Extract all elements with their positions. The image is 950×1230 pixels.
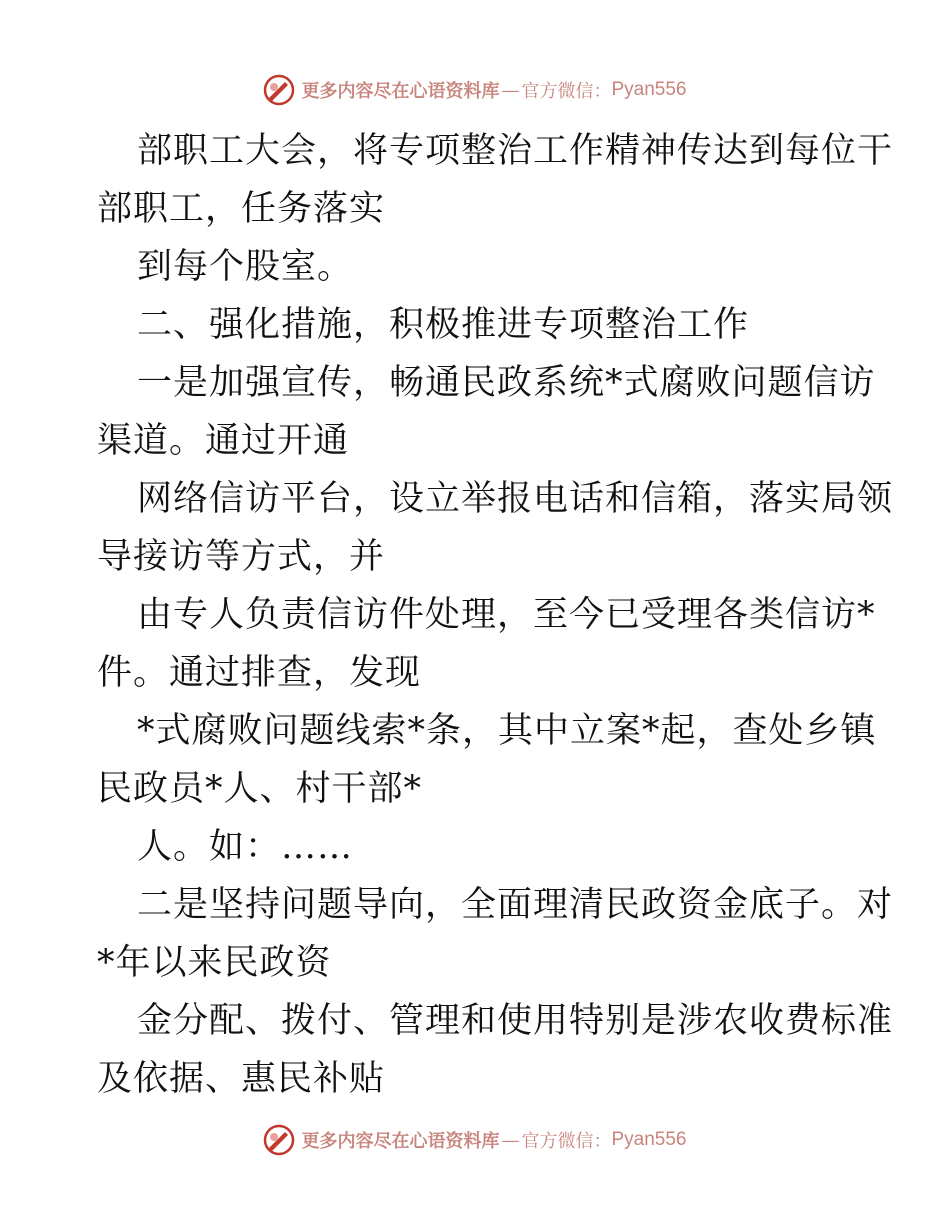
pen-circle-logo-icon <box>263 74 295 106</box>
watermark-wechat-id: Pyan556 <box>611 79 687 100</box>
text-line: 件。通过排查，发现 <box>97 653 422 693</box>
text-line: 二是坚持问题导向，全面理清民政资金底子。对 <box>137 885 894 925</box>
watermark-text: 更多内容尽在心语资料库 <box>301 1131 500 1152</box>
watermark-wechat-label: 官方微信： <box>521 81 612 102</box>
text-line: *年以来民政资 <box>97 943 332 983</box>
text-line: 金分配、拨付、管理和使用特别是涉农收费标准 <box>137 1001 894 1041</box>
watermark-wechat-id: Pyan556 <box>611 1129 687 1150</box>
watermark-text: 更多内容尽在心语资料库 <box>301 81 500 102</box>
text-line: 及依据、惠民补贴 <box>97 1059 386 1099</box>
text-line: *式腐败问题线索*条，其中立案*起，查处乡镇 <box>137 711 877 751</box>
section-heading: 二、强化措施，积极推进专项整治工作 <box>137 305 750 345</box>
text-line: 由专人负责信访件处理，至今已受理各类信访* <box>137 595 876 635</box>
text-line: 人。如：…… <box>137 827 354 867</box>
text-line: 部职工大会，将专项整治工作精神传达到每位干 <box>137 131 894 171</box>
watermark-footer <box>0 1120 950 1160</box>
pen-circle-logo-icon <box>263 1124 295 1156</box>
watermark-dash: — <box>501 1129 520 1151</box>
text-line: 网络信访平台，设立举报电话和信箱，落实局领 <box>137 479 894 519</box>
text-line: 一是加强宣传，畅通民政系统*式腐败问题信访 <box>137 363 876 403</box>
watermark-wechat-label: 官方微信： <box>521 1131 612 1152</box>
text-line: 民政员*人、村干部* <box>97 769 423 809</box>
document-body <box>97 122 894 1108</box>
text-line: 部职工，任务落实 <box>97 189 386 229</box>
watermark-dash: — <box>501 79 520 101</box>
watermark-header <box>0 70 950 110</box>
text-line: 到每个股室。 <box>137 247 354 287</box>
text-line: 渠道。通过开通 <box>97 421 350 461</box>
text-line: 导接访等方式，并 <box>97 537 386 577</box>
